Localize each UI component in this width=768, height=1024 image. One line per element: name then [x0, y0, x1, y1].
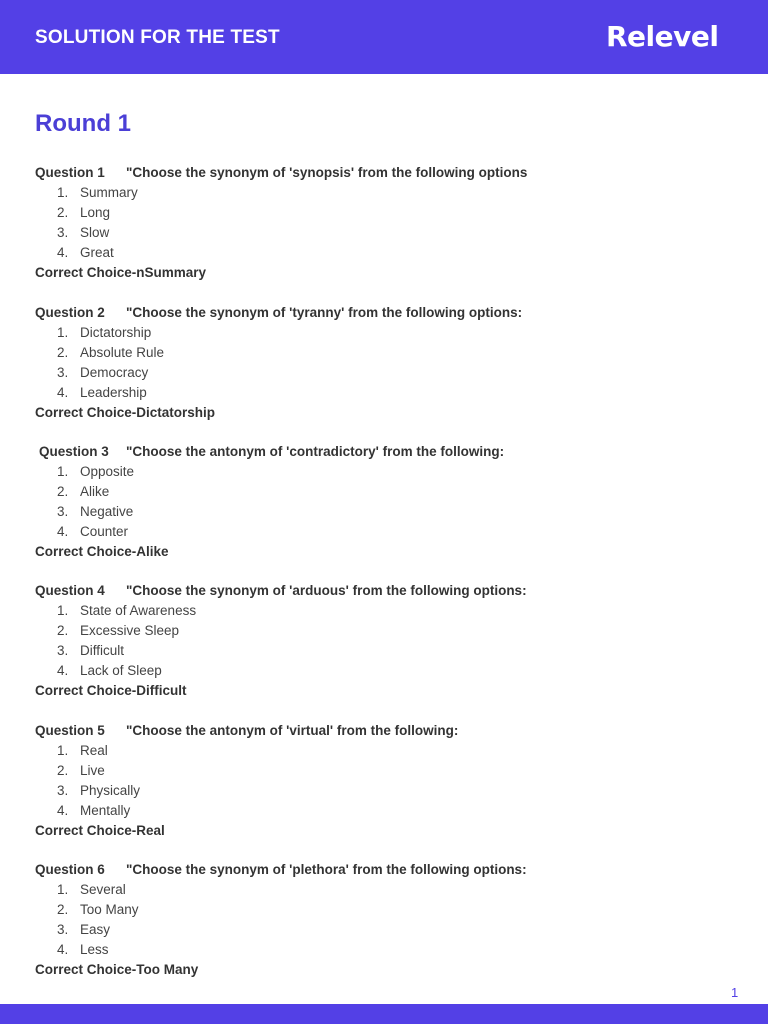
option-text: Dictatorship: [80, 325, 152, 340]
correct-choice: Correct Choice-Alike: [35, 544, 169, 559]
option-number: 2.: [57, 763, 69, 778]
option-number: 1.: [57, 325, 69, 340]
option-text: Difficult: [80, 643, 125, 658]
question-label: Question 5: [35, 723, 105, 738]
correct-choice: Correct Choice-Dictatorship: [35, 405, 216, 420]
option-number: 2.: [57, 205, 69, 220]
question-label: Question 6: [35, 862, 105, 877]
question-text: "Choose the antonym of 'contradictory' from the following:: [126, 444, 505, 459]
option-number: 3.: [57, 504, 69, 519]
option-text: Easy: [80, 922, 111, 937]
header-bar: [0, 0, 768, 74]
option-number: 1.: [57, 603, 69, 618]
correct-choice: Correct Choice-Real: [35, 823, 165, 838]
option-number: 4.: [57, 803, 69, 818]
correct-choice: Correct Choice-Difficult: [35, 683, 187, 698]
page-number: 1: [731, 985, 739, 1000]
option-number: 3.: [57, 643, 69, 658]
round-title: Round 1: [35, 110, 131, 137]
option-text: Too Many: [80, 902, 139, 917]
correct-choice: Correct Choice-Too Many: [35, 962, 199, 977]
option-number: 1.: [57, 743, 69, 758]
option-text: Real: [80, 743, 108, 758]
header-title: SOLUTION FOR THE TEST: [35, 27, 280, 48]
option-number: 1.: [57, 882, 69, 897]
option-number: 3.: [57, 365, 69, 380]
footer-bar: [0, 1004, 768, 1024]
option-number: 3.: [57, 922, 69, 937]
option-text: Lack of Sleep: [80, 663, 162, 678]
option-text: Live: [80, 763, 105, 778]
option-text: Alike: [80, 484, 110, 499]
option-number: 1.: [57, 185, 69, 200]
option-text: Mentally: [80, 803, 131, 818]
question-label: Question 1: [35, 165, 105, 180]
option-text: Several: [80, 882, 126, 897]
question-text: "Choose the synonym of 'arduous' from the following options:: [126, 583, 527, 598]
option-number: 3.: [57, 225, 69, 240]
option-text: Less: [80, 942, 109, 957]
question-label: Question 4: [35, 583, 105, 598]
option-text: Counter: [80, 524, 129, 539]
option-text: Slow: [80, 225, 110, 240]
question-label: Question 2: [35, 305, 105, 320]
option-number: 4.: [57, 385, 69, 400]
option-text: Great: [80, 245, 114, 260]
option-text: Opposite: [80, 464, 135, 479]
question-text: "Choose the synonym of 'tyranny' from the following options:: [126, 305, 523, 320]
option-number: 2.: [57, 345, 69, 360]
option-number: 3.: [57, 783, 69, 798]
option-number: 4.: [57, 245, 69, 260]
option-text: State of Awareness: [80, 603, 197, 618]
question-text: "Choose the synonym of 'synopsis' from the following options: [126, 165, 528, 180]
option-number: 4.: [57, 524, 69, 539]
option-text: Negative: [80, 504, 134, 519]
option-text: Summary: [80, 185, 138, 200]
brand-logo: Relevel: [606, 20, 719, 53]
option-text: Leadership: [80, 385, 147, 400]
option-number: 2.: [57, 902, 69, 917]
option-text: Democracy: [80, 365, 149, 380]
option-text: Long: [80, 205, 111, 220]
option-text: Physically: [80, 783, 141, 798]
option-number: 1.: [57, 464, 69, 479]
option-text: Absolute Rule: [80, 345, 165, 360]
question-text: "Choose the synonym of 'plethora' from the following options:: [126, 862, 527, 877]
option-text: Excessive Sleep: [80, 623, 180, 638]
question-label: Question 3: [39, 444, 109, 459]
option-number: 2.: [57, 484, 69, 499]
option-number: 2.: [57, 623, 69, 638]
correct-choice: Correct Choice-nSummary: [35, 265, 207, 280]
option-number: 4.: [57, 663, 69, 678]
option-number: 4.: [57, 942, 69, 957]
question-text: "Choose the antonym of 'virtual' from the following:: [126, 723, 459, 738]
